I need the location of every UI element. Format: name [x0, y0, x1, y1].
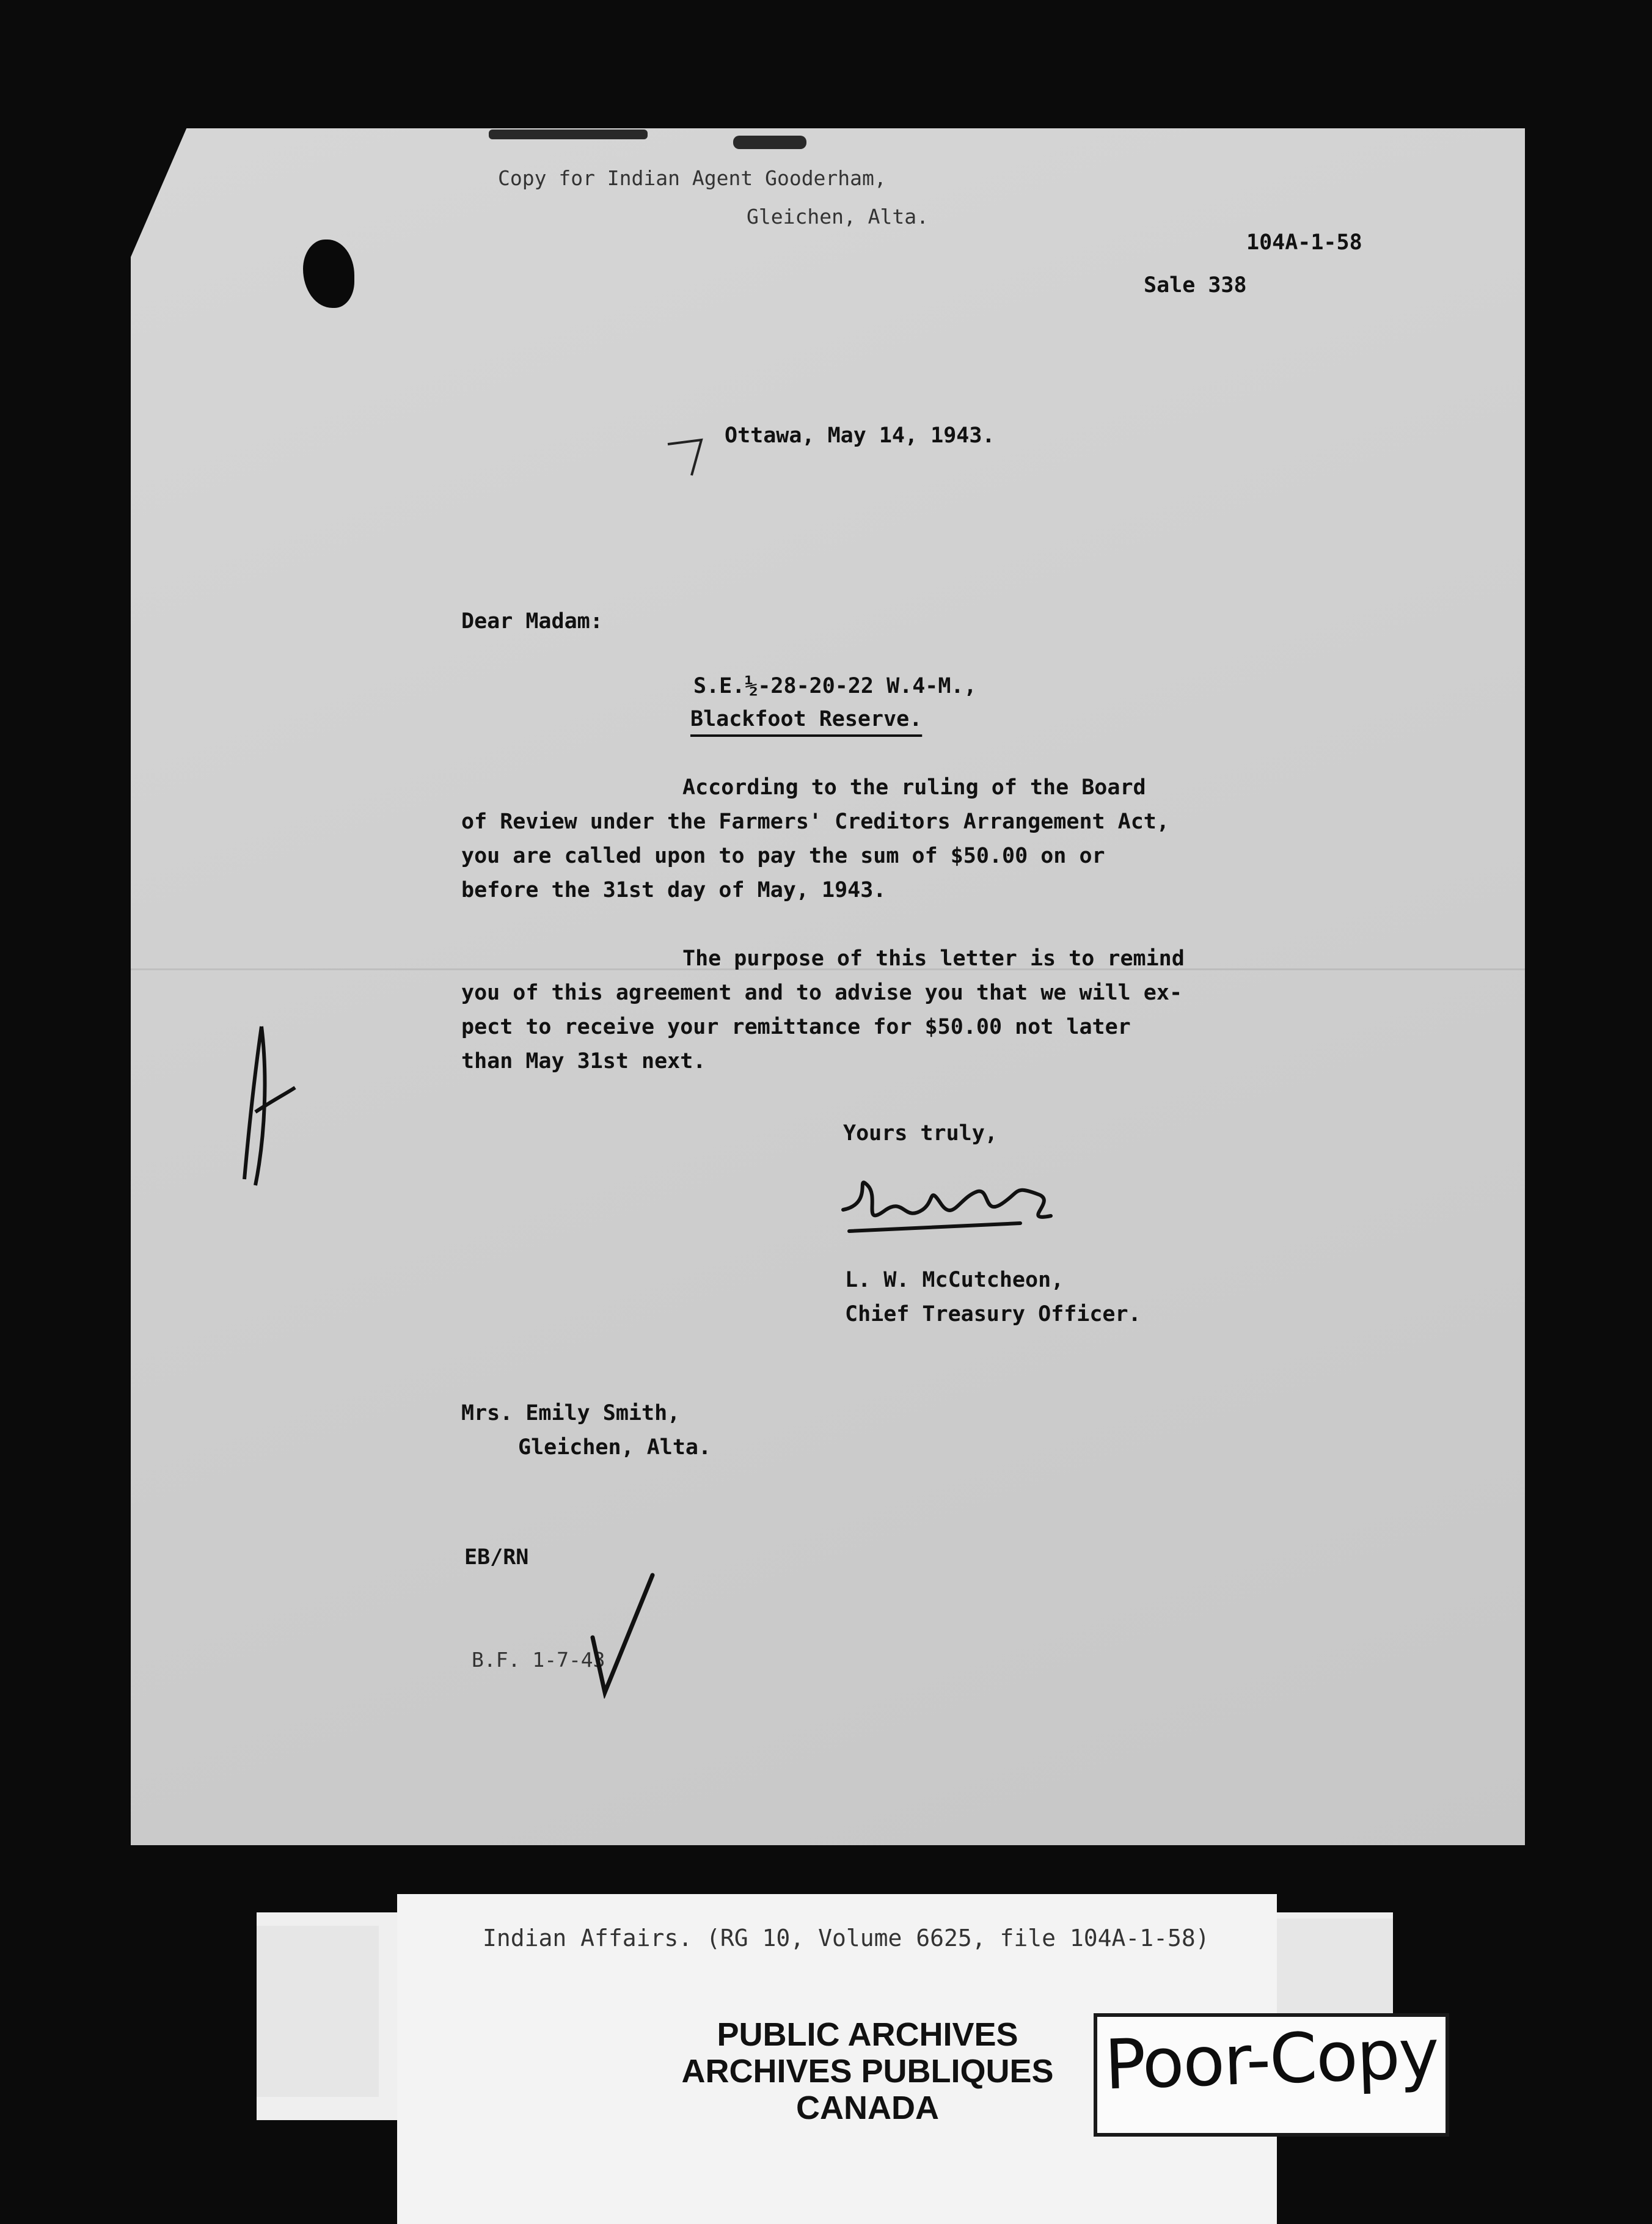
recipient-line-1: Mrs. Emily Smith,: [461, 1401, 681, 1425]
archives-heading: [635, 2016, 1100, 2126]
body-1-line-3: you are called upon to pay the sum of $50.00 on or: [461, 844, 1105, 868]
archives-line-2: ARCHIVES PUBLIQUES: [681, 2053, 1054, 2090]
subject-line-2: Blackfoot Reserve.: [690, 707, 923, 731]
place-date: Ottawa, May 14, 1943.: [725, 423, 995, 448]
body-1-line-4: before the 31st day of May, 1943.: [461, 878, 886, 902]
archives-line-1: PUBLIC ARCHIVES: [717, 2016, 1018, 2053]
signature: [837, 1161, 1081, 1246]
check-mark: [587, 1570, 660, 1699]
archives-line-3: CANADA: [796, 2090, 939, 2126]
initials: EB/RN: [464, 1545, 529, 1570]
bring-forward: B.F. 1-7-43: [472, 1648, 605, 1672]
label-tab-left: [257, 1926, 379, 2097]
ink-blot-small: [489, 130, 648, 139]
salutation: Dear Madam:: [461, 609, 603, 634]
copy-line-1: Copy for Indian Agent Gooderham,: [498, 166, 886, 190]
ink-blot-small: [733, 136, 806, 149]
signatory-title: Chief Treasury Officer.: [845, 1302, 1141, 1326]
body-2-line-1: The purpose of this letter is to remind: [682, 946, 1185, 971]
copy-line-2: Gleichen, Alta.: [747, 205, 929, 229]
body-2-line-4: than May 31st next.: [461, 1049, 706, 1074]
closing: Yours truly,: [843, 1121, 998, 1146]
archive-reference: Indian Affairs. (RG 10, Volume 6625, file 104A-1-58): [483, 1925, 1210, 1951]
poor-copy-stamp: Poor-Copy: [1103, 2014, 1440, 2105]
body-2-line-2: you of this agreement and to advise you that we will ex-: [461, 981, 1183, 1005]
sale-number: Sale 338: [1144, 273, 1247, 298]
file-number: 104A-1-58: [1246, 230, 1362, 255]
body-1-line-2: of Review under the Farmers' Creditors Arrangement Act,: [461, 810, 1169, 834]
subject-line-1: S.E.½-28-20-22 W.4-M.,: [693, 674, 977, 698]
body-2-line-3: pect to receive your remittance for $50.00 not later: [461, 1015, 1131, 1039]
recipient-line-2: Gleichen, Alta.: [518, 1435, 712, 1460]
margin-pencil-mark: [237, 1014, 304, 1191]
signatory-name: L. W. McCutcheon,: [845, 1268, 1064, 1292]
body-1-line-1: According to the ruling of the Board: [682, 775, 1146, 800]
pencil-mark: [665, 435, 714, 478]
